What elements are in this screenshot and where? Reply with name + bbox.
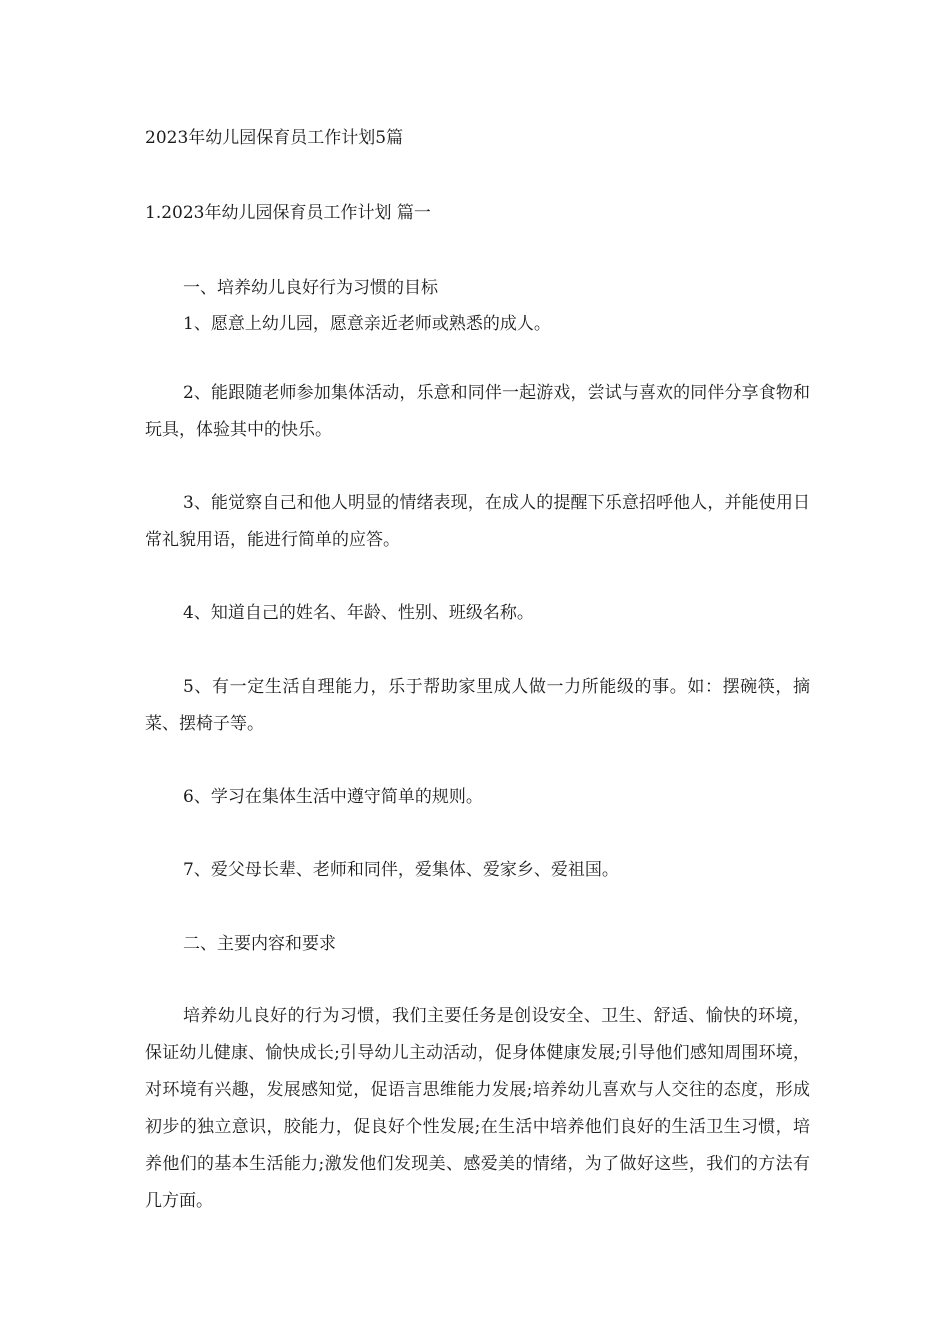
list-item: 5、有一定生活自理能力，乐于帮助家里成人做一力所能级的事。如：摆碗筷，摘菜、摆椅子等。	[145, 677, 810, 734]
body-paragraph: 培养幼儿良好的行为习惯，我们主要任务是创设安全、卫生、舒适、愉快的环境，保证幼儿健康、愉快成长;引导幼儿主动活动，促身体健康发展;引导他们感知周围环境，对环境有兴趣，发展感知觉，促语言思维能力发展;培养幼儿喜欢与人交往的态度，形成初步的独立意识，胶能力，促良好个性发展;在生活中培养他们良好的生活卫生习惯，培养他们的基本生活能力;激发他们发现美、感爱美的情绪，为了做好这些，我们的方法有几方面。	[145, 1006, 810, 1211]
document-subtitle: 1.2023年幼儿园保育员工作计划 篇一	[145, 203, 431, 223]
list-item: 1、愿意上幼儿园，愿意亲近老师或熟悉的成人。	[183, 314, 551, 334]
list-item: 4、知道自己的姓名、年龄、性别、班级名称。	[183, 603, 534, 623]
list-item: 6、学习在集体生活中遵守简单的规则。	[183, 787, 483, 807]
list-item: 2、能跟随老师参加集体活动，乐意和同伴一起游戏，尝试与喜欢的同伴分享食物和玩具，体验其中的快乐。	[145, 383, 810, 440]
list-item: 7、爱父母长辈、老师和同伴，爱集体、爱家乡、爱祖国。	[183, 860, 619, 880]
document-title: 2023年幼儿园保育员工作计划5篇	[145, 128, 404, 148]
section-heading-content: 二、主要内容和要求	[183, 934, 336, 954]
list-item: 3、能觉察自己和他人明显的情绪表现，在成人的提醒下乐意招呼他人，并能使用日常礼貌用语，能进行简单的应答。	[145, 493, 810, 550]
section-heading-goals: 一、培养幼儿良好行为习惯的目标	[183, 278, 438, 298]
